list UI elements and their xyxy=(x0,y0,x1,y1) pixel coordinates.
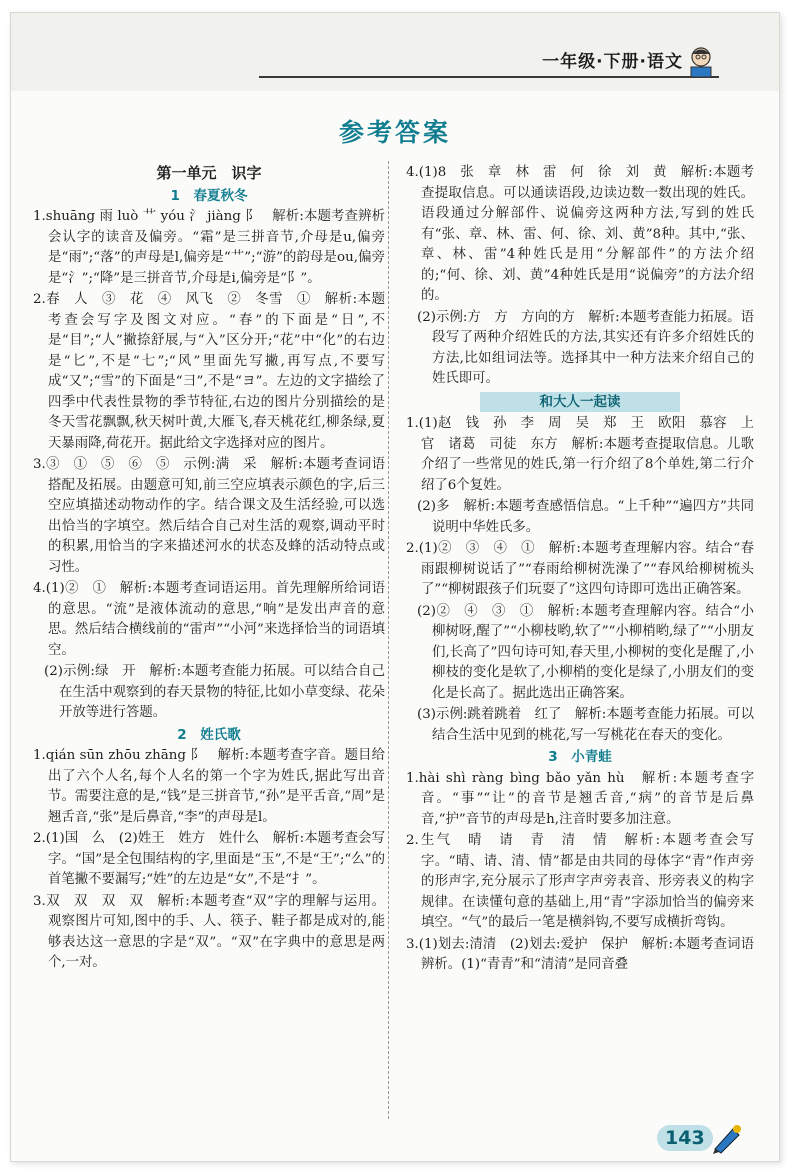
right-column xyxy=(406,163,754,977)
book-header: 一年级·下册·语文 xyxy=(542,52,683,72)
page-number: 143 xyxy=(657,1125,713,1151)
answer-subitem: (2)示例:方 方 方向的方 解析:本题考查能力拓展。语段写了两种介绍姓氏的方法,其实还有许多介绍姓氏的方法,比如组词法等。选择其中一种方法来介绍自己的姓氏即可。 xyxy=(417,309,754,386)
answer-item: 4.(1)8 张 章 林 雷 何 徐 刘 黄 解析:本题考查提取信息。可以通读语段,边读边数一数出现的姓氏。语段通过分解部件、说偏旁这两种方法,写到的姓氏有“张、章、林、雷、何、徐、刘、黄”8种。其中,“张、章、林、雷”4种姓氏是用“分解部件”的方法介绍的;“何、徐、刘、黄”4种姓氏是用“说偏旁”的方法介绍的。 xyxy=(406,165,754,303)
header-rule xyxy=(259,76,719,78)
answer-subitem: (2)多 解析:本题考查感悟信息。“上千种”“遍四方”共同说明中华姓氏多。 xyxy=(417,499,754,535)
answer-item: 2.生气 晴 请 青 清 情 解析:本题考查会写字。“晴、请、清、情”都是由共同的母体字“青”作声旁的形声字,充分展示了形声字声旁表音、形旁表义的构字规律。在读懂句意的基础上,用“青”字添加恰当的偏旁来填空。“气”的最后一笔是横斜钩,不要写成横折弯钩。 xyxy=(406,833,754,930)
column-divider xyxy=(388,161,389,1119)
student-mascot-icon xyxy=(683,43,719,79)
page-title: 参考答案 xyxy=(338,118,451,147)
answer-item: 2.(1)② ③ ④ ① 解析:本题考查理解内容。结合“春雨跟柳树说话了”“春雨给柳树洗澡了”“春风给柳树梳头了”“柳树跟孩子们玩耍了”这四句诗即可选出正确答案。 xyxy=(406,541,754,597)
answer-item: 2.(1)国 么 (2)姓王 姓方 姓什么 解析:本题考查会写字。“国”是全包围结构的字,里面是“玉”,不是“王”;“么”的首笔撇不要漏写;“姓”的左边是“女”,不是“扌”。 xyxy=(33,831,385,887)
lesson-title: 3 小青蛙 xyxy=(548,749,612,765)
lesson-title: 1 春夏秋冬 xyxy=(170,187,248,204)
pencil-mascot-icon xyxy=(711,1121,745,1155)
answer-item: 2.春 人 ③ 花 ④ 风飞 ② 冬雪 ① 解析:本题考查会写字及图文对应。“春”的下面是“日”,不是“目”;“人”撇捺舒展,与“入”区分开;“花”中“化”的右边是“匕”,不是“七”;“风”里面先写撇,再写点,不要写成“又”;“雪”的下面是“彐”,不是“ヨ”。左边的文字描绘了四季中代表性景物的季节特征,右边的图片分别描绘的是冬天雪花飘飘,秋天树叶黄,大雁飞,春天桃花红,柳条绿,夏天暴雨降,荷花开。据此给文字选择对应的图片。 xyxy=(33,292,385,451)
answer-item: 3.双 双 双 双 解析:本题考查“双”字的理解与运用。观察图片可知,图中的手、人、筷子、鞋子都是成对的,能够表达这一意思的字是“双”。“双”在字典中的意思是两个,一对。 xyxy=(33,893,385,970)
answer-subitem: (3)示例:跳着跳着 红了 解析:本题考查能力拓展。可以结合生活中见到的桃花,写一写桃花在春天的变化。 xyxy=(417,707,754,743)
answer-item: 1.qián sūn zhōu zhāng 阝 解析:本题考查字音。题目给出了六个人名,每个人名的第一个字为姓氏,据此写出音节。需要注意的是,“钱”是三拼音节,“孙”是平舌音,“周”是翘舌音,“张”是后鼻音,“李”的声母是l。 xyxy=(33,748,385,825)
answer-subitem: (2)示例:绿 开 解析:本题考查能力拓展。可以结合自己在生活中观察到的春天景物的特征,比如小草变绿、花朵开放等进行答题。 xyxy=(44,664,385,720)
answer-subitem: (2)② ④ ③ ① 解析:本题考查理解内容。结合“小柳树呀,醒了”“小柳枝哟,软了”“小柳梢哟,绿了”“小朋友们,长高了”四句诗可知,春天里,小柳树的变化是醒了,小柳枝的变化是软了,小柳梢的变化是绿了,小朋友们的变化是长高了。据此选出正确答案。 xyxy=(417,603,754,701)
answer-item: 1.(1)赵 钱 孙 李 周 吴 郑 王 欧阳 慕容 上官 诸葛 司徒 东方 解析:本题考查提取信息。儿歌介绍了一些常见的姓氏,第一行介绍了8个单姓,第二行介绍了6个复姓。 xyxy=(406,416,754,493)
answer-item: 1.hài shì ràng bìng bǎo yǎn hù 解析:本题考查字音。“事”“让”的音节是翘舌音,“病”的音节是后鼻音,“护”音节的声母是h,注音时要多加注意。 xyxy=(406,770,754,827)
left-column xyxy=(33,163,385,975)
answer-item: 3.(1)划去:清清 (2)划去:爱护 保护 解析:本题考查词语辨析。(1)“青青”和“清清”是同音叠 xyxy=(406,936,754,972)
lesson-title: 2 姓氏歌 xyxy=(177,726,241,743)
answer-item: 3.③ ① ⑤ ⑥ ⑤ 示例:满 采 解析:本题考查词语搭配及拓展。由题意可知,前三空应填表示颜色的字,后三空应填描述动物动作的字。结合课文及生活经验,可以选出恰当的字填空。然后结合自己对生活的观察,调动平时的积累,用恰当的字来描述河水的状态及蜂的活动特点或习性。 xyxy=(33,457,385,575)
answer-page xyxy=(10,12,780,1162)
answer-item: 4.(1)② ① 解析:本题考查词语运用。首先理解所给词语的意思。“流”是液体流动的意思,“响”是发出声音的意思。然后结合横线前的“雷声”“小河”来选择恰当的词语填空。 xyxy=(33,581,385,658)
reading-section-title: 和大人一起读 xyxy=(480,392,680,413)
unit-title: 第一单元 识字 xyxy=(156,164,262,182)
answer-item: 1.shuāng 雨 luò 艹 yóu 氵 jiàng 阝 解析:本题考查辨析会认字的读音及偏旁。“霜”是三拼音节,介母是u,偏旁是“雨”;“落”的声母是l,偏旁是“艹”;“游”的韵母是ou,偏旁是“氵”;“降”是三拼音节,介母是i,偏旁是“阝”。 xyxy=(33,209,385,286)
